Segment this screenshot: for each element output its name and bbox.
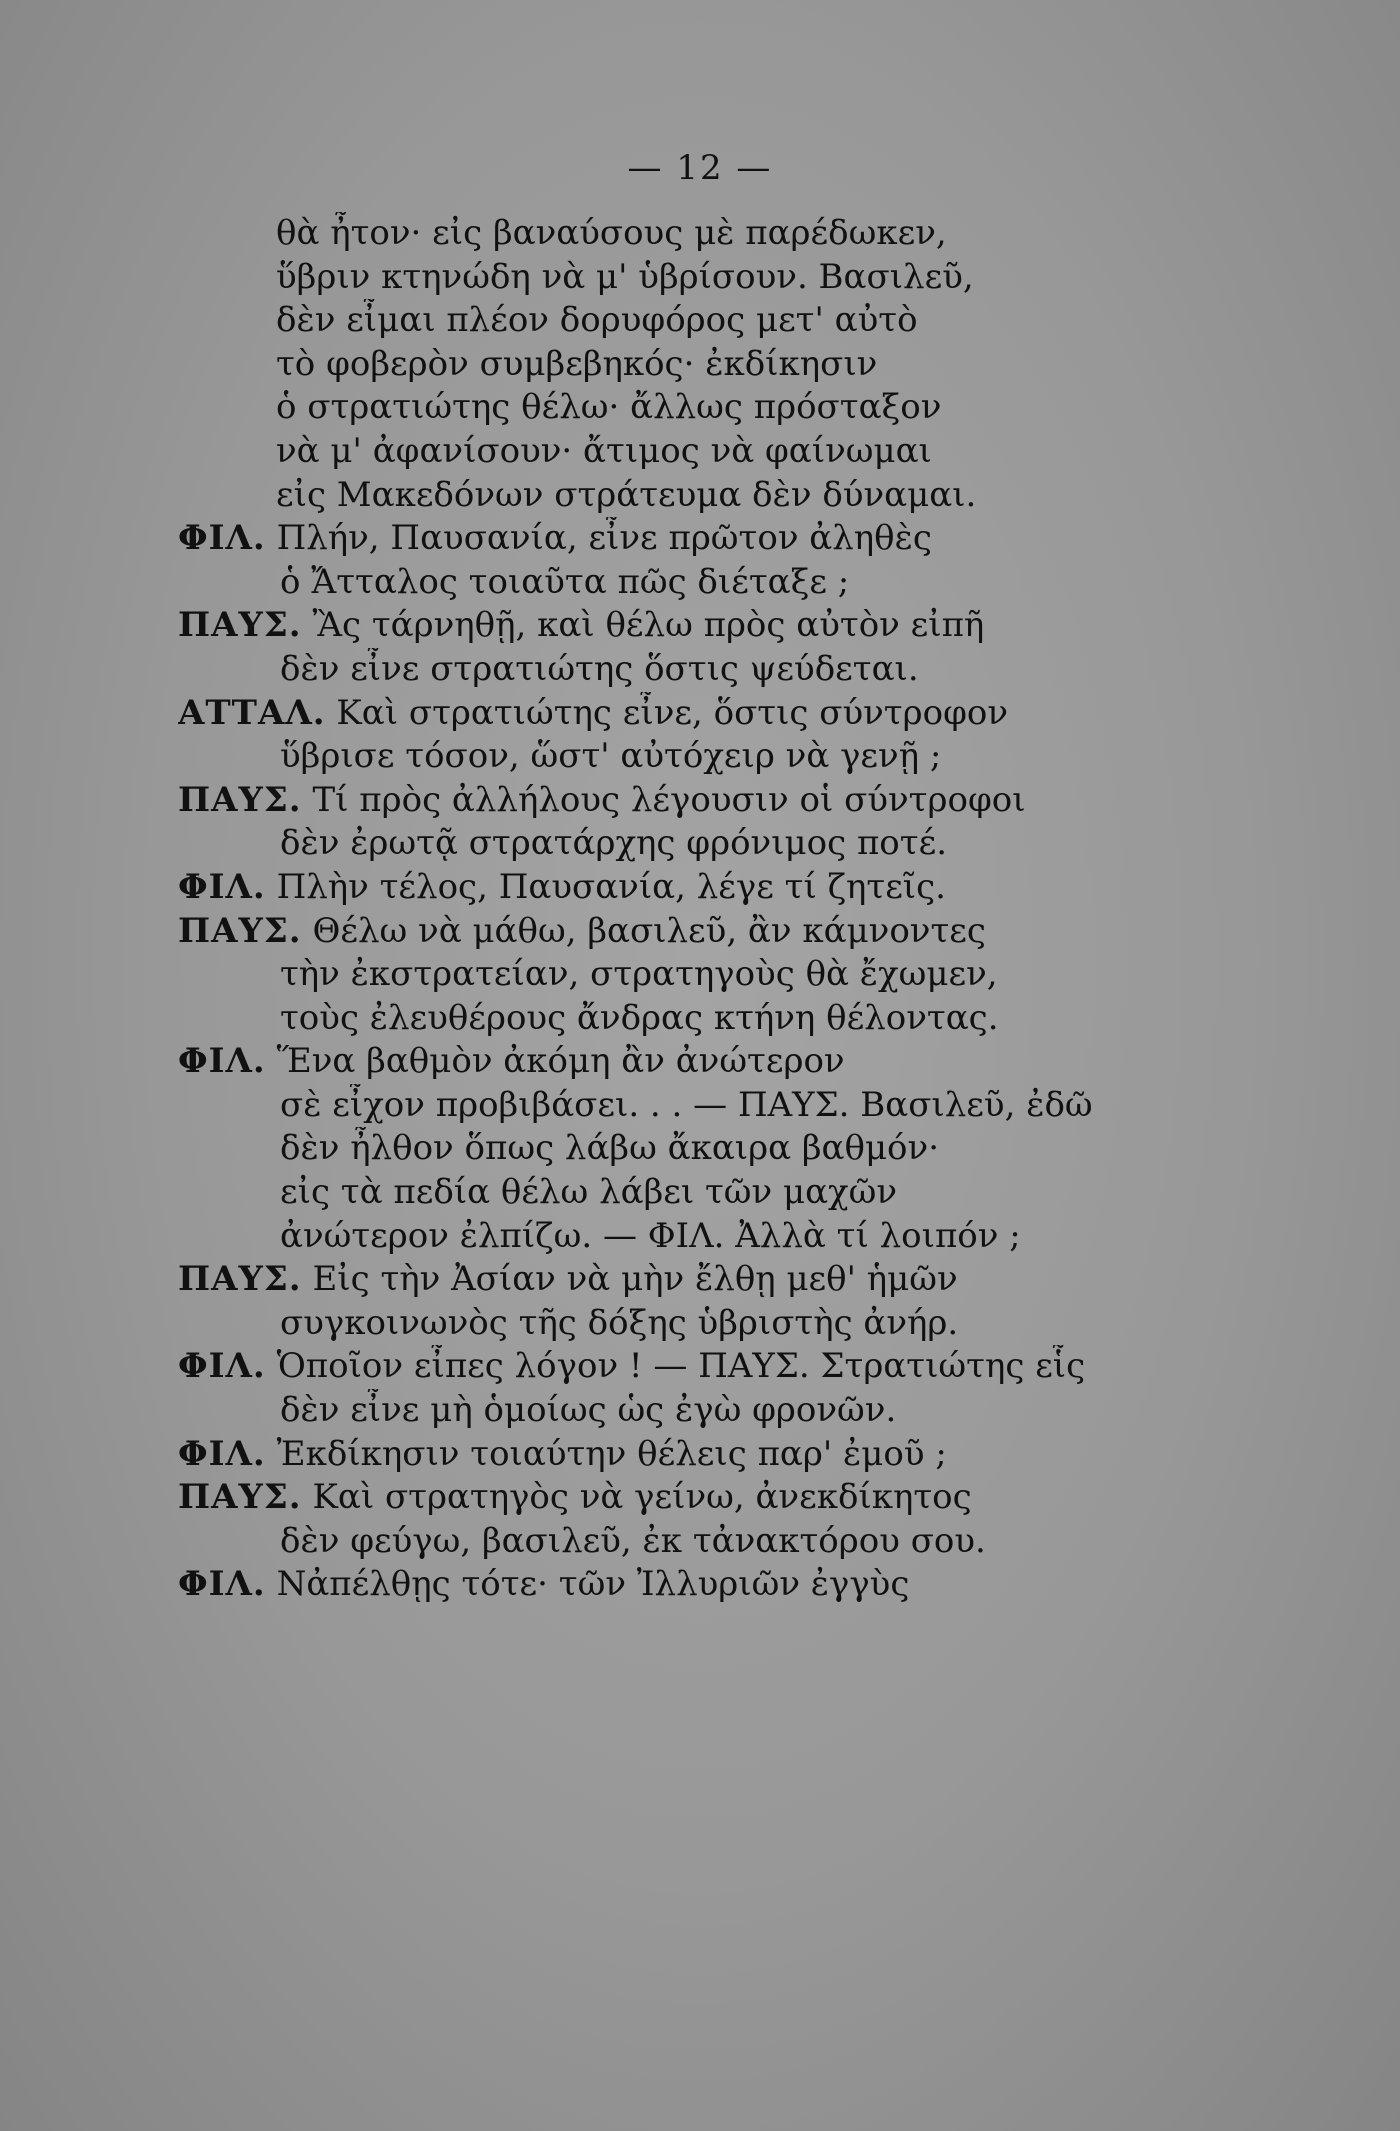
verse-line bbox=[178, 1127, 1118, 1171]
line-text: δὲν ἐρωτᾷ στρατάρχης φρόνιμος ποτέ. bbox=[280, 823, 948, 864]
line-text: Ἕνα βαθμὸν ἀκόμη ἂν ἀνώτερον bbox=[276, 1041, 845, 1082]
line-text: Θέλω νὰ μάθω, βασιλεῦ, ἂν κάμνοντες bbox=[312, 910, 986, 951]
speaker-name: ΠΑΥΣ. bbox=[178, 779, 302, 820]
play-text bbox=[178, 212, 1118, 1607]
speaker-name: ΠΑΥΣ. bbox=[178, 605, 302, 646]
line-text: δὲν εἶνε μὴ ὁμοίως ὡς ἐγὼ φρονῶν. bbox=[280, 1390, 897, 1431]
verse-line bbox=[178, 212, 1118, 256]
speaker-name: ΦΙΛ. bbox=[178, 866, 266, 907]
speaker-line bbox=[178, 692, 1118, 736]
speaker-line bbox=[178, 1258, 1118, 1302]
line-text: τὸ φοβερὸν συμβεβηκός· ἐκδίκησιν bbox=[276, 343, 878, 384]
verse-line bbox=[178, 1084, 1118, 1128]
speaker-line bbox=[178, 866, 1118, 910]
speaker-name: ΦΙΛ. bbox=[178, 1041, 266, 1082]
speaker-line bbox=[178, 517, 1118, 561]
speaker-name: ΠΑΥΣ. bbox=[178, 910, 302, 951]
speaker-name: ΠΑΥΣ. bbox=[178, 1259, 302, 1300]
verse-line bbox=[178, 343, 1118, 387]
verse-line bbox=[178, 1215, 1118, 1259]
line-text: Νἀπέλθῃς τότε· τῶν Ἰλλυριῶν ἐγγὺς bbox=[276, 1564, 910, 1605]
line-text: Πλὴν τέλος, Παυσανία, λέγε τί ζητεῖς. bbox=[276, 866, 946, 907]
verse-line bbox=[178, 1171, 1118, 1215]
line-text: τοὺς ἐλευθέρους ἄνδρας κτήνη θέλοντας. bbox=[280, 997, 999, 1038]
verse-line bbox=[178, 648, 1118, 692]
verse-line bbox=[178, 953, 1118, 997]
line-text: ἀνώτερον ἐλπίζω. — ΦΙΛ. Ἀλλὰ τί λοιπόν ; bbox=[280, 1215, 1021, 1256]
line-text: δὲν φεύγω, βασιλεῦ, ἐκ τἀνακτόρου σου. bbox=[280, 1520, 986, 1561]
line-text: δὲν εἶμαι πλέον δορυφόρος μετ' αὐτὸ bbox=[276, 300, 918, 341]
speaker-line bbox=[178, 910, 1118, 954]
speaker-line bbox=[178, 1563, 1118, 1607]
speaker-name: ΦΙΛ. bbox=[178, 518, 266, 559]
line-text: συγκοινωνὸς τῆς δόξης ὑβριστὴς ἀνήρ. bbox=[280, 1302, 959, 1343]
line-text: εἰς τὰ πεδία θέλω λάβει τῶν μαχῶν bbox=[280, 1172, 898, 1213]
verse-line bbox=[178, 1302, 1118, 1346]
line-text: ὕβρισε τόσον, ὥστ' αὐτόχειρ νὰ γενῇ ; bbox=[280, 736, 942, 777]
line-text: τὴν ἐκστρατείαν, στρατηγοὺς θὰ ἔχωμεν, bbox=[280, 954, 998, 995]
verse-line bbox=[178, 822, 1118, 866]
line-text: νὰ μ' ἀφανίσουν· ἄτιμος νὰ φαίνωμαι bbox=[276, 430, 932, 471]
line-text: Καὶ στρατιώτης εἶνε, ὅστις σύντροφον bbox=[336, 692, 1009, 733]
page-number: — 12 — bbox=[627, 148, 773, 188]
line-text: Καὶ στρατηγὸς νὰ γείνω, ἀνεκδίκητος bbox=[312, 1477, 972, 1518]
line-text: Τί πρὸς ἀλλήλους λέγουσιν οἱ σύντροφοι bbox=[312, 779, 1026, 820]
verse-line bbox=[178, 474, 1118, 518]
speaker-line bbox=[178, 604, 1118, 648]
line-text: Ἂς τάρνηθῇ, καὶ θέλω πρὸς αὐτὸν εἰπῆ bbox=[312, 605, 985, 646]
verse-line bbox=[178, 997, 1118, 1041]
speaker-name: ΦΙΛ. bbox=[178, 1433, 266, 1474]
speaker-line bbox=[178, 1345, 1118, 1389]
line-text: θὰ ἦτον· εἰς βαναύσους μὲ παρέδωκεν, bbox=[276, 213, 947, 253]
line-text: ὁ Ἄτταλος τοιαῦτα πῶς διέταξε ; bbox=[280, 561, 850, 602]
speaker-name: ΦΙΛ. bbox=[178, 1346, 266, 1387]
verse-line bbox=[178, 430, 1118, 474]
speaker-line bbox=[178, 1433, 1118, 1477]
line-text: ὕβριν κτηνώδη νὰ μ' ὑβρίσουν. Βασιλεῦ, bbox=[276, 256, 974, 297]
verse-line bbox=[178, 299, 1118, 343]
line-text: Πλήν, Παυσανία, εἶνε πρῶτον ἀληθὲς bbox=[276, 518, 932, 559]
verse-line bbox=[178, 386, 1118, 430]
verse-line bbox=[178, 256, 1118, 300]
line-text: εἰς Μακεδόνων στράτευμα δὲν δύναμαι. bbox=[276, 474, 977, 515]
speaker-line bbox=[178, 779, 1118, 823]
verse-line bbox=[178, 1520, 1118, 1564]
speaker-name: ΦΙΛ. bbox=[178, 1564, 266, 1605]
line-text: Ὁποῖον εἶπες λόγον ! — ΠΑΥΣ. Στρατιώτης εἷς bbox=[276, 1346, 1086, 1387]
line-text: Ἐκδίκησιν τοιαύτην θέλεις παρ' ἐμοῦ ; bbox=[276, 1433, 947, 1474]
verse-line bbox=[178, 1389, 1118, 1433]
line-text: ὁ στρατιώτης θέλω· ἄλλως πρόσταξον bbox=[276, 387, 942, 428]
speaker-name: ΠΑΥΣ. bbox=[178, 1477, 302, 1518]
speaker-line bbox=[178, 1040, 1118, 1084]
verse-line bbox=[178, 735, 1118, 779]
verse-line bbox=[178, 561, 1118, 605]
line-text: δὲν εἶνε στρατιώτης ὅστις ψεύδεται. bbox=[280, 648, 919, 689]
speaker-name: ΑΤΤΑΛ. bbox=[178, 692, 326, 733]
line-text: δὲν ἦλθον ὅπως λάβω ἄκαιρα βαθμόν· bbox=[280, 1128, 939, 1169]
line-text: σὲ εἶχον προβιβάσει. . . — ΠΑΥΣ. Βασιλεῦ, ἐδῶ bbox=[280, 1084, 1093, 1125]
speaker-line bbox=[178, 1476, 1118, 1520]
line-text: Εἰς τὴν Ἀσίαν νὰ μὴν ἔλθῃ μεθ' ἡμῶν bbox=[312, 1259, 958, 1300]
